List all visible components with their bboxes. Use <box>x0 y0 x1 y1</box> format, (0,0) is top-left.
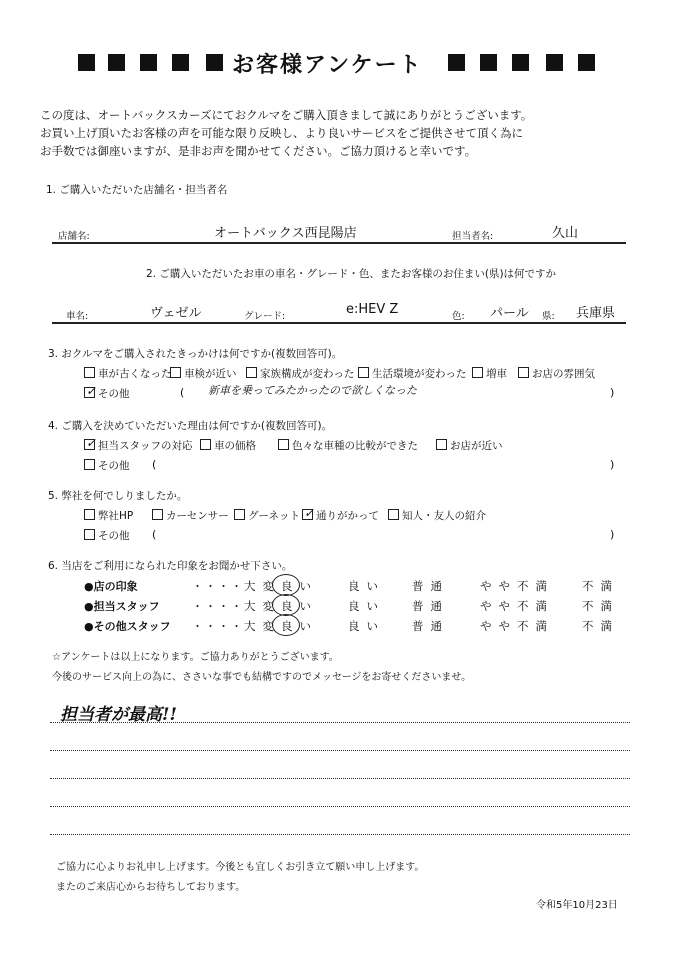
square-bullet-icon <box>448 54 465 71</box>
color-label: 色: <box>452 311 465 322</box>
paren-close: ) <box>610 386 615 399</box>
page-title: お客様アンケート <box>232 53 423 78</box>
intro-line: この度は、オートバックスカーズにておクルマをご購入頂きまして誠にありがとうございます。 <box>40 108 533 122</box>
rating-bad[interactable]: 不満 <box>582 599 619 613</box>
check-mark-icon: ✓ <box>304 506 315 520</box>
selection-circle-icon <box>272 614 300 636</box>
q5-option-goonet[interactable]: グーネット <box>234 508 300 523</box>
rating-good[interactable]: 良い <box>348 599 385 613</box>
q3-option-inspection[interactable]: 車検が近い <box>170 366 237 381</box>
rating-good[interactable]: 良い <box>348 579 385 593</box>
square-bullet-icon <box>512 54 529 71</box>
checkbox[interactable] <box>278 439 289 450</box>
intro-text <box>40 106 532 160</box>
intro-line: お手数では御座いますが、是非お声を聞かせてください。ご協力頂けると幸いです。 <box>40 144 477 158</box>
checkbox[interactable] <box>436 439 447 450</box>
q5-heading: 5. 弊社を何でしりましたか。 <box>48 490 188 502</box>
message-line <box>50 778 630 779</box>
staff-label: 担当者名: <box>452 231 494 242</box>
staff-value[interactable]: 久山 <box>552 226 579 241</box>
leader-dots: ・・・・ <box>192 580 244 593</box>
checkbox[interactable] <box>84 459 95 470</box>
car-label: 車名: <box>66 311 89 322</box>
rating-label: ●店の印象 <box>84 580 138 593</box>
q4-heading: 4. ご購入を決めていただいた理由は何ですか(複数回答可)。 <box>48 420 333 432</box>
q3-option-add-car[interactable]: 増車 <box>472 366 507 381</box>
rating-label: ●その他スタッフ <box>84 620 171 633</box>
paren-close: ) <box>610 458 615 471</box>
q4-option-staff[interactable]: ✓ 担当スタッフの対応 <box>86 436 193 452</box>
q3-option-old-car[interactable]: 車が古くなった <box>84 366 172 381</box>
leader-dots: ・・・・ <box>192 600 244 613</box>
closing-request: 今後のサービス向上の為に、ささいな事でも結構ですのでメッセージをお寄せくださいませ。 <box>52 672 472 683</box>
paren-open: ( <box>180 386 185 399</box>
checkbox-checked[interactable] <box>302 506 315 520</box>
divider <box>52 322 626 324</box>
message-line <box>50 806 630 807</box>
paren-open: ( <box>152 458 157 471</box>
pref-label: 県: <box>542 311 555 322</box>
q3-heading: 3. おクルマをご購入されたきっかけは何ですか(複数回答可)。 <box>48 348 343 360</box>
title-row <box>0 48 679 80</box>
thanks-line: ご協力に心よりお礼申し上げます。今後とも宜しくお引き立て願い申し上げます。 <box>56 862 425 873</box>
grade-value[interactable]: e:HEV Z <box>346 302 399 317</box>
date-text: 令和5年10月23日 <box>536 900 618 911</box>
check-mark-icon: ✓ <box>86 384 97 398</box>
message-line <box>50 834 630 835</box>
q6-heading: 6. 当店をご利用になられた印象をお聞かせ下さい。 <box>48 560 293 572</box>
square-bullet-icon <box>78 54 95 71</box>
color-value[interactable]: パール <box>490 306 529 321</box>
q1-heading: 1. ご購入いただいた店舗名・担当者名 <box>46 184 228 196</box>
q3-option-family[interactable]: 家族構成が変わった <box>246 366 354 381</box>
checkbox[interactable] <box>472 367 483 378</box>
checkbox[interactable] <box>84 367 95 378</box>
square-bullet-icon <box>578 54 595 71</box>
paren-open: ( <box>152 528 157 541</box>
divider <box>52 242 626 244</box>
rating-very-good[interactable]: 大変良い <box>244 579 318 593</box>
rating-normal[interactable]: 普通 <box>412 619 449 633</box>
checkbox-checked[interactable] <box>84 384 97 398</box>
q5-option-other[interactable]: その他 <box>84 528 130 543</box>
rating-normal[interactable]: 普通 <box>412 579 449 593</box>
thanks-line: またのご来店心からお待ちしております。 <box>56 882 246 893</box>
square-bullet-icon <box>140 54 157 71</box>
checkbox[interactable] <box>84 529 95 540</box>
message-line <box>50 750 630 751</box>
closing-note: ☆アンケートは以上になります。ご協力ありがとうございます。 <box>52 652 339 663</box>
checkbox-checked[interactable] <box>84 436 97 450</box>
check-mark-icon: ✓ <box>86 436 97 450</box>
rating-bad[interactable]: 不満 <box>582 579 619 593</box>
car-value[interactable]: ヴェゼル <box>150 306 202 321</box>
leader-dots: ・・・・ <box>192 620 244 633</box>
square-bullet-icon <box>172 54 189 71</box>
checkbox[interactable] <box>170 367 181 378</box>
checkbox[interactable] <box>234 509 245 520</box>
checkbox[interactable] <box>84 509 95 520</box>
square-bullet-icon <box>480 54 497 71</box>
paren-close: ) <box>610 528 615 541</box>
message-line <box>50 722 630 723</box>
q4-option-nearby[interactable]: お店が近い <box>436 438 503 453</box>
message-handwritten[interactable]: 担当者が最高!! <box>60 705 177 725</box>
selection-circle-icon <box>272 574 300 596</box>
rating-somewhat-bad[interactable]: やや不満 <box>480 579 554 593</box>
rating-label: ●担当スタッフ <box>84 600 160 613</box>
rating-bad[interactable]: 不満 <box>582 619 619 633</box>
q5-option-passing[interactable]: ✓ 通りがかって <box>304 506 379 522</box>
rating-normal[interactable]: 普通 <box>412 599 449 613</box>
q4-option-price[interactable]: 車の価格 <box>200 438 256 453</box>
rating-very-good[interactable]: 大変良い <box>244 619 318 633</box>
checkbox[interactable] <box>246 367 257 378</box>
checkbox[interactable] <box>200 439 211 450</box>
q5-option-hp[interactable]: 弊社HP <box>84 508 133 523</box>
store-value[interactable]: オートバックス西昆陽店 <box>214 226 357 241</box>
square-bullet-icon <box>546 54 563 71</box>
rating-somewhat-bad[interactable]: やや不満 <box>480 599 554 613</box>
selection-circle-icon <box>272 594 300 616</box>
intro-line: お買い上げ頂いたお客様の声を可能な限り反映し、より良いサービスをご提供させて頂く為に <box>40 126 523 140</box>
checkbox[interactable] <box>152 509 163 520</box>
store-label: 店舗名: <box>58 231 90 242</box>
q3-option-other[interactable]: ✓ その他 <box>86 384 130 400</box>
q2-heading: 2. ご購入いただいたお車の車名・グレード・色、またお客様のお住まい(県)は何ですか <box>146 268 557 280</box>
checkbox[interactable] <box>388 509 399 520</box>
q5-option-referral[interactable]: 知人・友人の紹介 <box>388 508 486 523</box>
square-bullet-icon <box>206 54 223 71</box>
rating-good[interactable]: 良い <box>348 619 385 633</box>
grade-label: グレード: <box>244 311 286 322</box>
q3-option-atmosphere[interactable]: お店の雰囲気 <box>518 366 595 381</box>
checkbox[interactable] <box>518 367 529 378</box>
q4-option-compare[interactable]: 色々な車種の比較ができた <box>278 438 418 453</box>
square-bullet-icon <box>108 54 125 71</box>
q5-option-carsensor[interactable]: カーセンサー <box>152 508 229 523</box>
rating-very-good[interactable]: 大変良い <box>244 599 318 613</box>
q4-option-other[interactable]: その他 <box>84 458 130 473</box>
q3-other-value[interactable]: 新車を乗ってみたかったので欲しくなった <box>208 384 417 397</box>
checkbox[interactable] <box>358 367 369 378</box>
rating-somewhat-bad[interactable]: やや不満 <box>480 619 554 633</box>
pref-value[interactable]: 兵庫県 <box>576 306 616 321</box>
q3-option-environment[interactable]: 生活環境が変わった <box>358 366 466 381</box>
